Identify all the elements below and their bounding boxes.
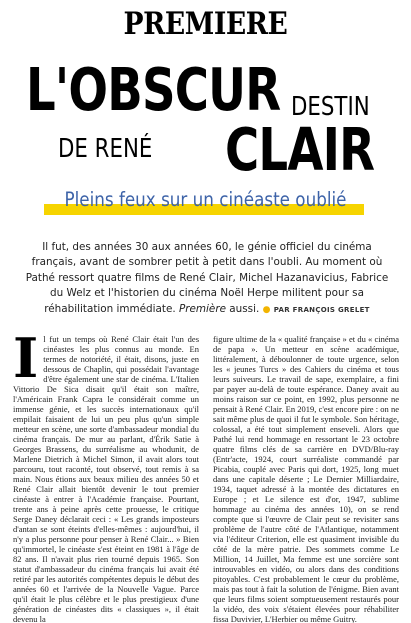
intro-text: Il fut, des années 30 aux années 60, le génie officiel du cinéma français, avant de sombrer petit à petit dans l'oubli. Au moment où Pathé ressort quatre films de René Clair, Michel Hazanavicius, Fabrice du Welz et l'historien du cinéma Noël Herpe militent pour sa réhabilitation immédiate. — [25, 241, 389, 315]
magazine-masthead: PREMIERE — [123, 6, 288, 42]
article-byline: PAR FRANÇOIS GRELET — [273, 305, 370, 314]
byline-dot-icon: ● — [262, 304, 271, 315]
intro-source-suffix: aussi. — [225, 302, 260, 315]
headline-line2-main: CLAIR — [225, 115, 375, 184]
headline-line1-main: L'OBSCUR — [26, 55, 281, 124]
article-column-left-text: l fut un temps où René Clair était l'un des cinéastes les plus connus au monde. En termes de notoriété, il était, disons, juste en dessous de Chaplin, qui possédait l'avantage d'être également une star de cinéma. L'Italien Vittorio De Sica disait qu'il était son maître, l'Américain Frank Capra le considérait comme un immense génie, et les succès internationaux qu'il empilait faisaient de lui un peu plus qu'un simple metteur en scène, une sorte d'ambassadeur mondial du cinéma français. De mur au parlant, d'Érik Satie à Georges Brassens, du surréalisme au whodunit, de Marlene Dietrich à Michel Simon, il avait alors tout parcouru, tout raconté, tout observé, tout remis à sa main. Nous étions aux beaux milieu des années 50 et René Clair allait bientôt devenir le tout premier cinéaste à entrer à l'Académie française. Pourtant, trente ans à peine après cette prouesse, le critique Serge Daney déclarait ceci : « Les grands imposteurs d'antan se sont éteints d'elles-mêmes : aujourd'hui, il n'y a plus personne pour penser à René Clair... » Bien qu'immortel, le cinéaste s'est éteint en 1981 à l'âge de 82 ans. Il n'avait plus rien tourné depuis 1965. Son statut d'ambassadeur du cinéma français lui avait été retiré par les autorités compétentes depuis le début des années 60 et l'arrivée de la Nouvelle Vague. Parce qu'il était le plus célèbre et le plus prestigieux d'une génération de cinéastes dits « classiques », il était devenu la — [13, 334, 199, 623]
drop-cap: I — [13, 334, 39, 390]
headline-line1-small: DESTIN — [291, 92, 370, 122]
article-column-right — [213, 334, 399, 623]
headline-line2-small: DE RENÉ — [58, 134, 153, 164]
article-column-right-text: figure ultime de la « qualité française » et du « cinéma de papa ». Un metteur en scène académique, littéralement, à déboulonner de toute urgence, selon les « jeunes Turcs » des Cahiers du cinéma et tous leurs suiveurs. Le travail de sape, exemplaire, a fini par payer au-delà de toute espérance. Daney avait au moins raison sur ce point, en 1992, plus personne ne pensait à René Clair. En 2019, c'est encore pire : on ne sait même plus de quoi il fut le symbole. Son héritage, colossal, a été tout simplement enseveli. Alors que Pathé lui rend hommage en ressortant le 23 octobre quatre films clés de sa carrière en DVD/Blu-ray (Entr'acte, 1924, court surréaliste commandé par Picabia, couplé avec Paris qui dort, 1925, long muet dans une capitale déserte ; Le Dernier Milliardaire, 1934, taquet adressé à la montée des dictatures en Europe ; et Le silence est d'or, 1947, sublime hommage au cinéma des années 10), on se rend compte que si l'œuvre de Clair peut se revisiter sans problème de l'autre côté de l'Atlantique, notamment via l'éditeur Criterion, elle est quasiment invisible du côté de la mère patrie. Des sommets comme Le Million, 14 Juillet, Ma femme est une sorcière sont introuvables en vidéo, ou alors dans des conditions pitoyables. C'est probablement le cœur du problème, mais pas tout à fait la solution de l'énigme. Bien avant que leurs films soient somptueusement restaurés pour la vidéo, des voix s'étaient élevées pour réhabiliter fissa Duvivier, L'Herbier ou même Guitry. — [213, 334, 399, 623]
article-column-left — [13, 334, 199, 623]
article-subtitle: Pleins feux sur un cinéaste oublié — [64, 188, 347, 211]
article-intro — [22, 240, 392, 318]
intro-source: Première — [178, 302, 226, 315]
